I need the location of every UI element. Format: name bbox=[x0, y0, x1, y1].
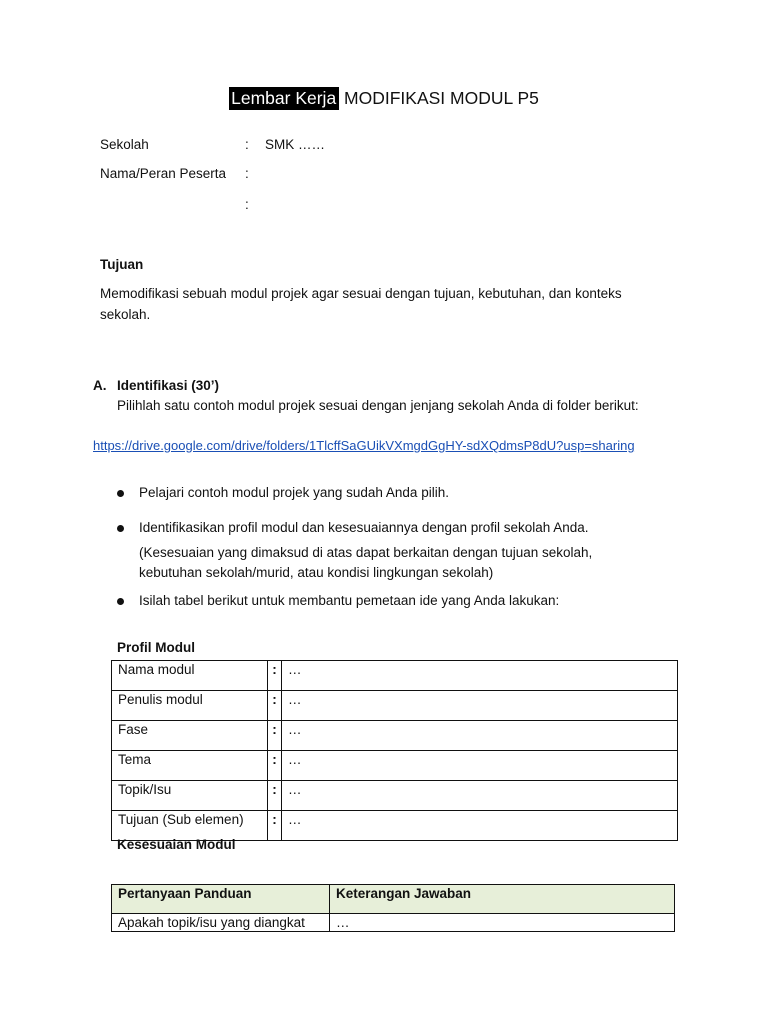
profil-colon: : bbox=[268, 751, 282, 781]
table-row bbox=[112, 751, 678, 781]
profil-label: Topik/Isu bbox=[112, 781, 268, 811]
sekolah-value: SMK …… bbox=[265, 137, 326, 152]
section-a-letter: A. bbox=[93, 378, 107, 393]
tujuan-line-1: Memodifikasi sebuah modul projek agar sesuai dengan tujuan, kebutuhan, dan konteks bbox=[100, 286, 622, 301]
profil-label: Fase bbox=[112, 721, 268, 751]
page-title bbox=[0, 88, 768, 109]
column-header-pertanyaan: Pertanyaan Panduan bbox=[112, 885, 330, 914]
profil-colon: : bbox=[268, 691, 282, 721]
profil-modul-table bbox=[111, 660, 678, 841]
tujuan-line-2: sekolah. bbox=[100, 307, 151, 322]
table-row bbox=[112, 721, 678, 751]
table-row bbox=[112, 691, 678, 721]
sekolah-label: Sekolah bbox=[100, 137, 149, 152]
profil-colon: : bbox=[268, 781, 282, 811]
column-header-keterangan: Keterangan Jawaban bbox=[330, 885, 675, 914]
bullet-2-text: Identifikasikan profil modul dan kesesuaiannya dengan profil sekolah Anda. bbox=[139, 520, 589, 535]
profil-label: Nama modul bbox=[112, 661, 268, 691]
profil-colon: : bbox=[268, 661, 282, 691]
title-highlight: Lembar Kerja bbox=[229, 87, 339, 110]
profil-value[interactable]: … bbox=[282, 661, 678, 691]
table-row bbox=[112, 781, 678, 811]
table-row bbox=[112, 811, 678, 841]
bullet-2-note-1: (Kesesuaian yang dimaksud di atas dapat berkaitan dengan tujuan sekolah, bbox=[139, 545, 593, 560]
bullet-3-text: Isilah tabel berikut untuk membantu pemetaan ide yang Anda lakukan: bbox=[139, 593, 560, 608]
profil-label: Penulis modul bbox=[112, 691, 268, 721]
extra-colon: : bbox=[245, 197, 249, 212]
bullet-3-dot bbox=[117, 598, 124, 605]
profil-modul-heading: Profil Modul bbox=[117, 640, 195, 655]
table-header-row bbox=[112, 885, 675, 914]
profil-value[interactable]: … bbox=[282, 721, 678, 751]
profil-label: Tujuan (Sub elemen) bbox=[112, 811, 268, 841]
profil-label: Tema bbox=[112, 751, 268, 781]
kesesuaian-modul-table bbox=[111, 884, 675, 932]
sekolah-colon: : bbox=[245, 137, 249, 152]
profil-value[interactable]: … bbox=[282, 691, 678, 721]
nama-label: Nama/Peran Peserta bbox=[100, 166, 227, 181]
tujuan-heading: Tujuan bbox=[100, 257, 144, 272]
bullet-1-text: Pelajari contoh modul projek yang sudah Anda pilih. bbox=[139, 485, 449, 500]
title-rest: MODIFIKASI MODUL P5 bbox=[339, 88, 539, 108]
answer-cell[interactable]: … bbox=[330, 914, 675, 932]
profil-value[interactable]: … bbox=[282, 781, 678, 811]
table-row bbox=[112, 914, 675, 932]
kesesuaian-modul-heading: Kesesuaian Modul bbox=[117, 837, 236, 852]
bullet-2-note-2: kebutuhan sekolah/murid, atau kondisi lingkungan sekolah) bbox=[139, 565, 494, 580]
section-a-instruction: Pilihlah satu contoh modul projek sesuai dengan jenjang sekolah Anda di folder berikut: bbox=[117, 398, 639, 413]
profil-value[interactable]: … bbox=[282, 811, 678, 841]
bullet-2-dot bbox=[117, 525, 124, 532]
question-cell: Apakah topik/isu yang diangkat bbox=[112, 914, 330, 932]
section-a-heading: Identifikasi (30’) bbox=[117, 378, 220, 393]
profil-colon: : bbox=[268, 811, 282, 841]
drive-folder-link[interactable]: https://drive.google.com/drive/folders/1TlcffSaGUikVXmgdGgHY-sdXQdmsP8dU?usp=sharing bbox=[93, 438, 635, 453]
table-row bbox=[112, 661, 678, 691]
profil-colon: : bbox=[268, 721, 282, 751]
nama-colon: : bbox=[245, 166, 249, 181]
profil-value[interactable]: … bbox=[282, 751, 678, 781]
bullet-1-dot bbox=[117, 490, 124, 497]
